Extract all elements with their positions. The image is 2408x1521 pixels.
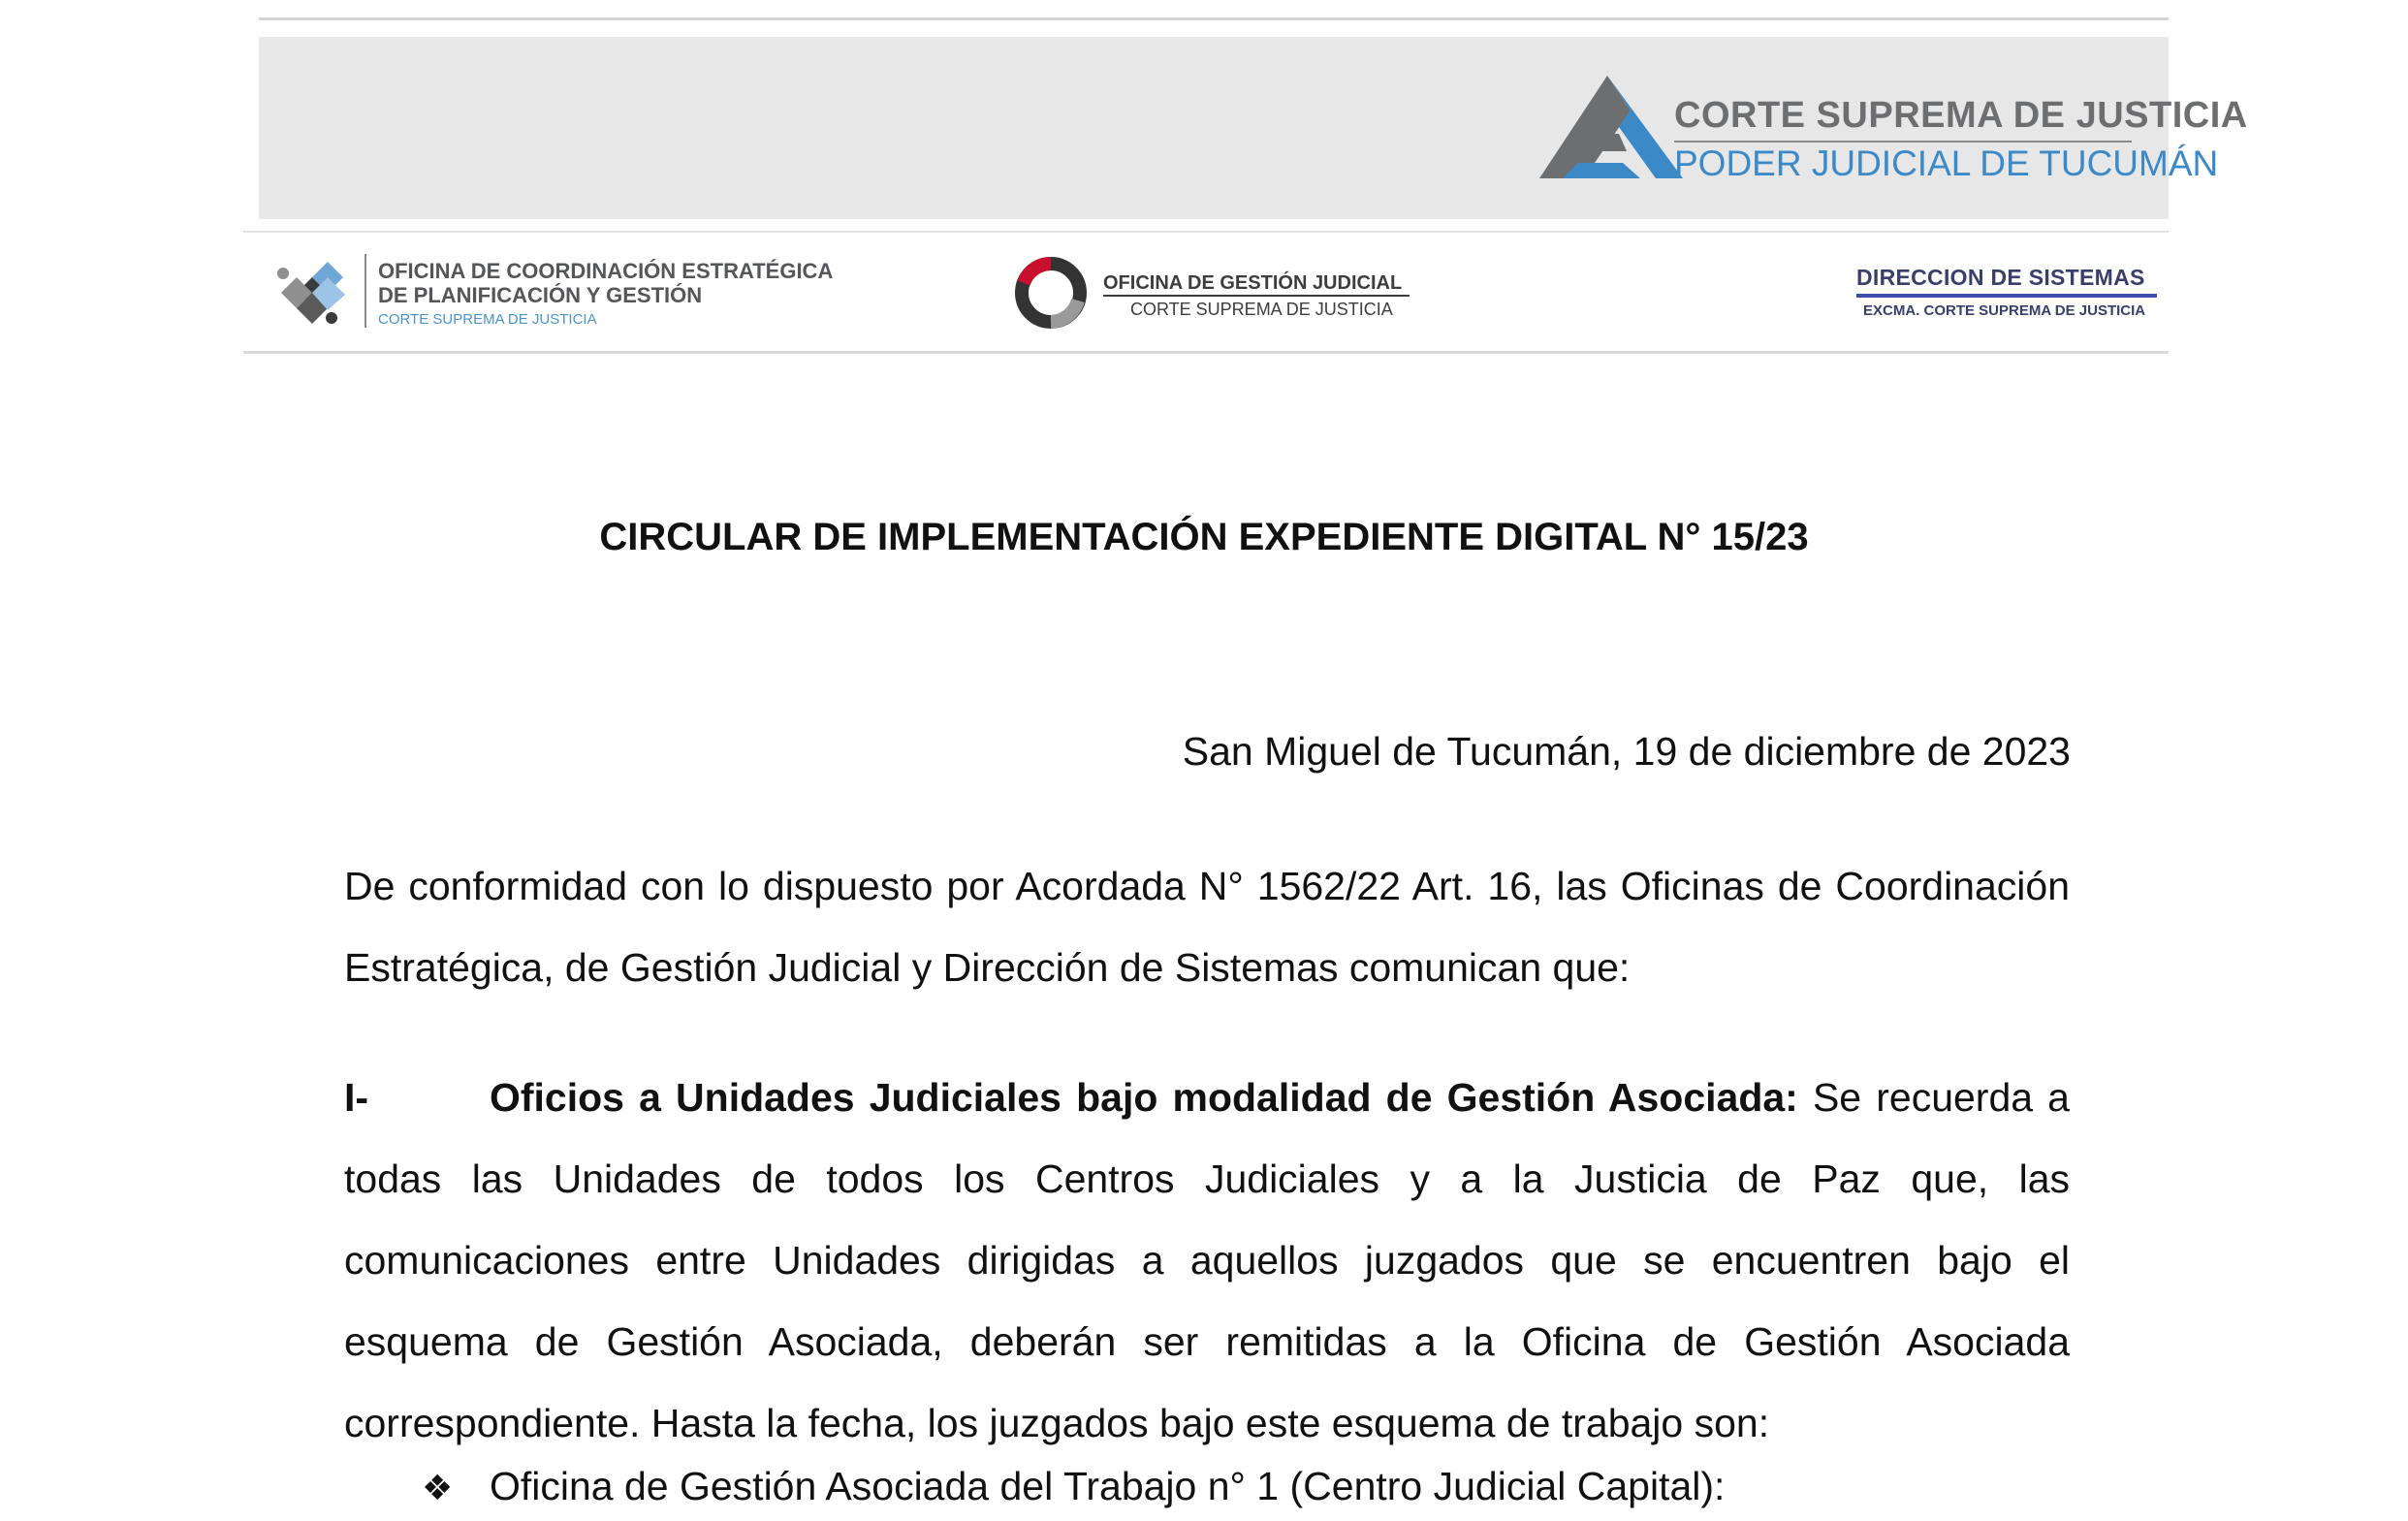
ocepg-separator [364, 254, 366, 328]
ogj-divider [1103, 295, 1410, 297]
ds-affiliation: EXCMA. CORTE SUPREMA DE JUSTICIA [1863, 302, 2146, 319]
logo-band-top-rule [243, 231, 2169, 233]
ds-name: DIRECCION DE SISTEMAS [1856, 265, 2145, 290]
csj-title: CORTE SUPREMA DE JUSTICIA [1674, 95, 2248, 136]
ogj-logo-icon [1012, 254, 1090, 332]
logo-band-bottom-rule [243, 351, 2169, 354]
section-1-body: Se recuerda a todas las Unidades de todos los Centros Judiciales y a la Justicia de Paz que, las comunicaciones entre Unidades dirigidas a aquellos juzgados que se encuentren bajo el esquema de Gestión Asociada, deberán ser remitidas a la Oficina de Gestión Asociada correspondiente. Hasta la fecha, los juzgados bajo este esquema de trabajo son: [344, 1075, 2070, 1445]
ogj-affiliation: CORTE SUPREMA DE JUSTICIA [1130, 300, 1393, 319]
document-date: San Miguel de Tucumán, 19 de diciembre de 2023 [1182, 729, 2071, 774]
csj-logo-icon [1539, 74, 1683, 180]
ocepg-name-line2: DE PLANIFICACIÓN Y GESTIÓN [378, 283, 703, 307]
section-1-heading: Oficios a Unidades Judiciales bajo modalidad de Gestión Asociada: [490, 1075, 1798, 1120]
ocepg-affiliation: CORTE SUPREMA DE JUSTICIA [378, 311, 597, 328]
list-item-text: Oficina de Gestión Asociada del Trabajo n° 1 (Centro Judicial Capital): [490, 1464, 1726, 1508]
top-rule [259, 17, 2169, 20]
section-1-number: I- [344, 1075, 369, 1120]
section-1-paragraph [344, 1057, 2070, 1464]
ds-divider [1856, 294, 2157, 298]
csj-divider [1674, 141, 2132, 143]
document-title: CIRCULAR DE IMPLEMENTACIÓN EXPEDIENTE DIGITAL N° 15/23 [599, 516, 1809, 558]
ocepg-logo-icon [268, 254, 353, 332]
csj-subtitle: PODER JUDICIAL DE TUCUMÁN [1674, 143, 2219, 183]
diamond-bullet-icon: ❖ [422, 1469, 454, 1508]
list-item [422, 1464, 1725, 1509]
intro-paragraph: De conformidad con lo dispuesto por Acordada N° 1562/22 Art. 16, las Oficinas de Coordinación Estratégica, de Gestión Judicial y Dirección de Sistemas comunican que: [344, 864, 2070, 990]
ocepg-name-line1: OFICINA DE COORDINACIÓN ESTRATÉGICA [378, 259, 834, 283]
ogj-name: OFICINA DE GESTIÓN JUDICIAL [1103, 272, 1403, 294]
